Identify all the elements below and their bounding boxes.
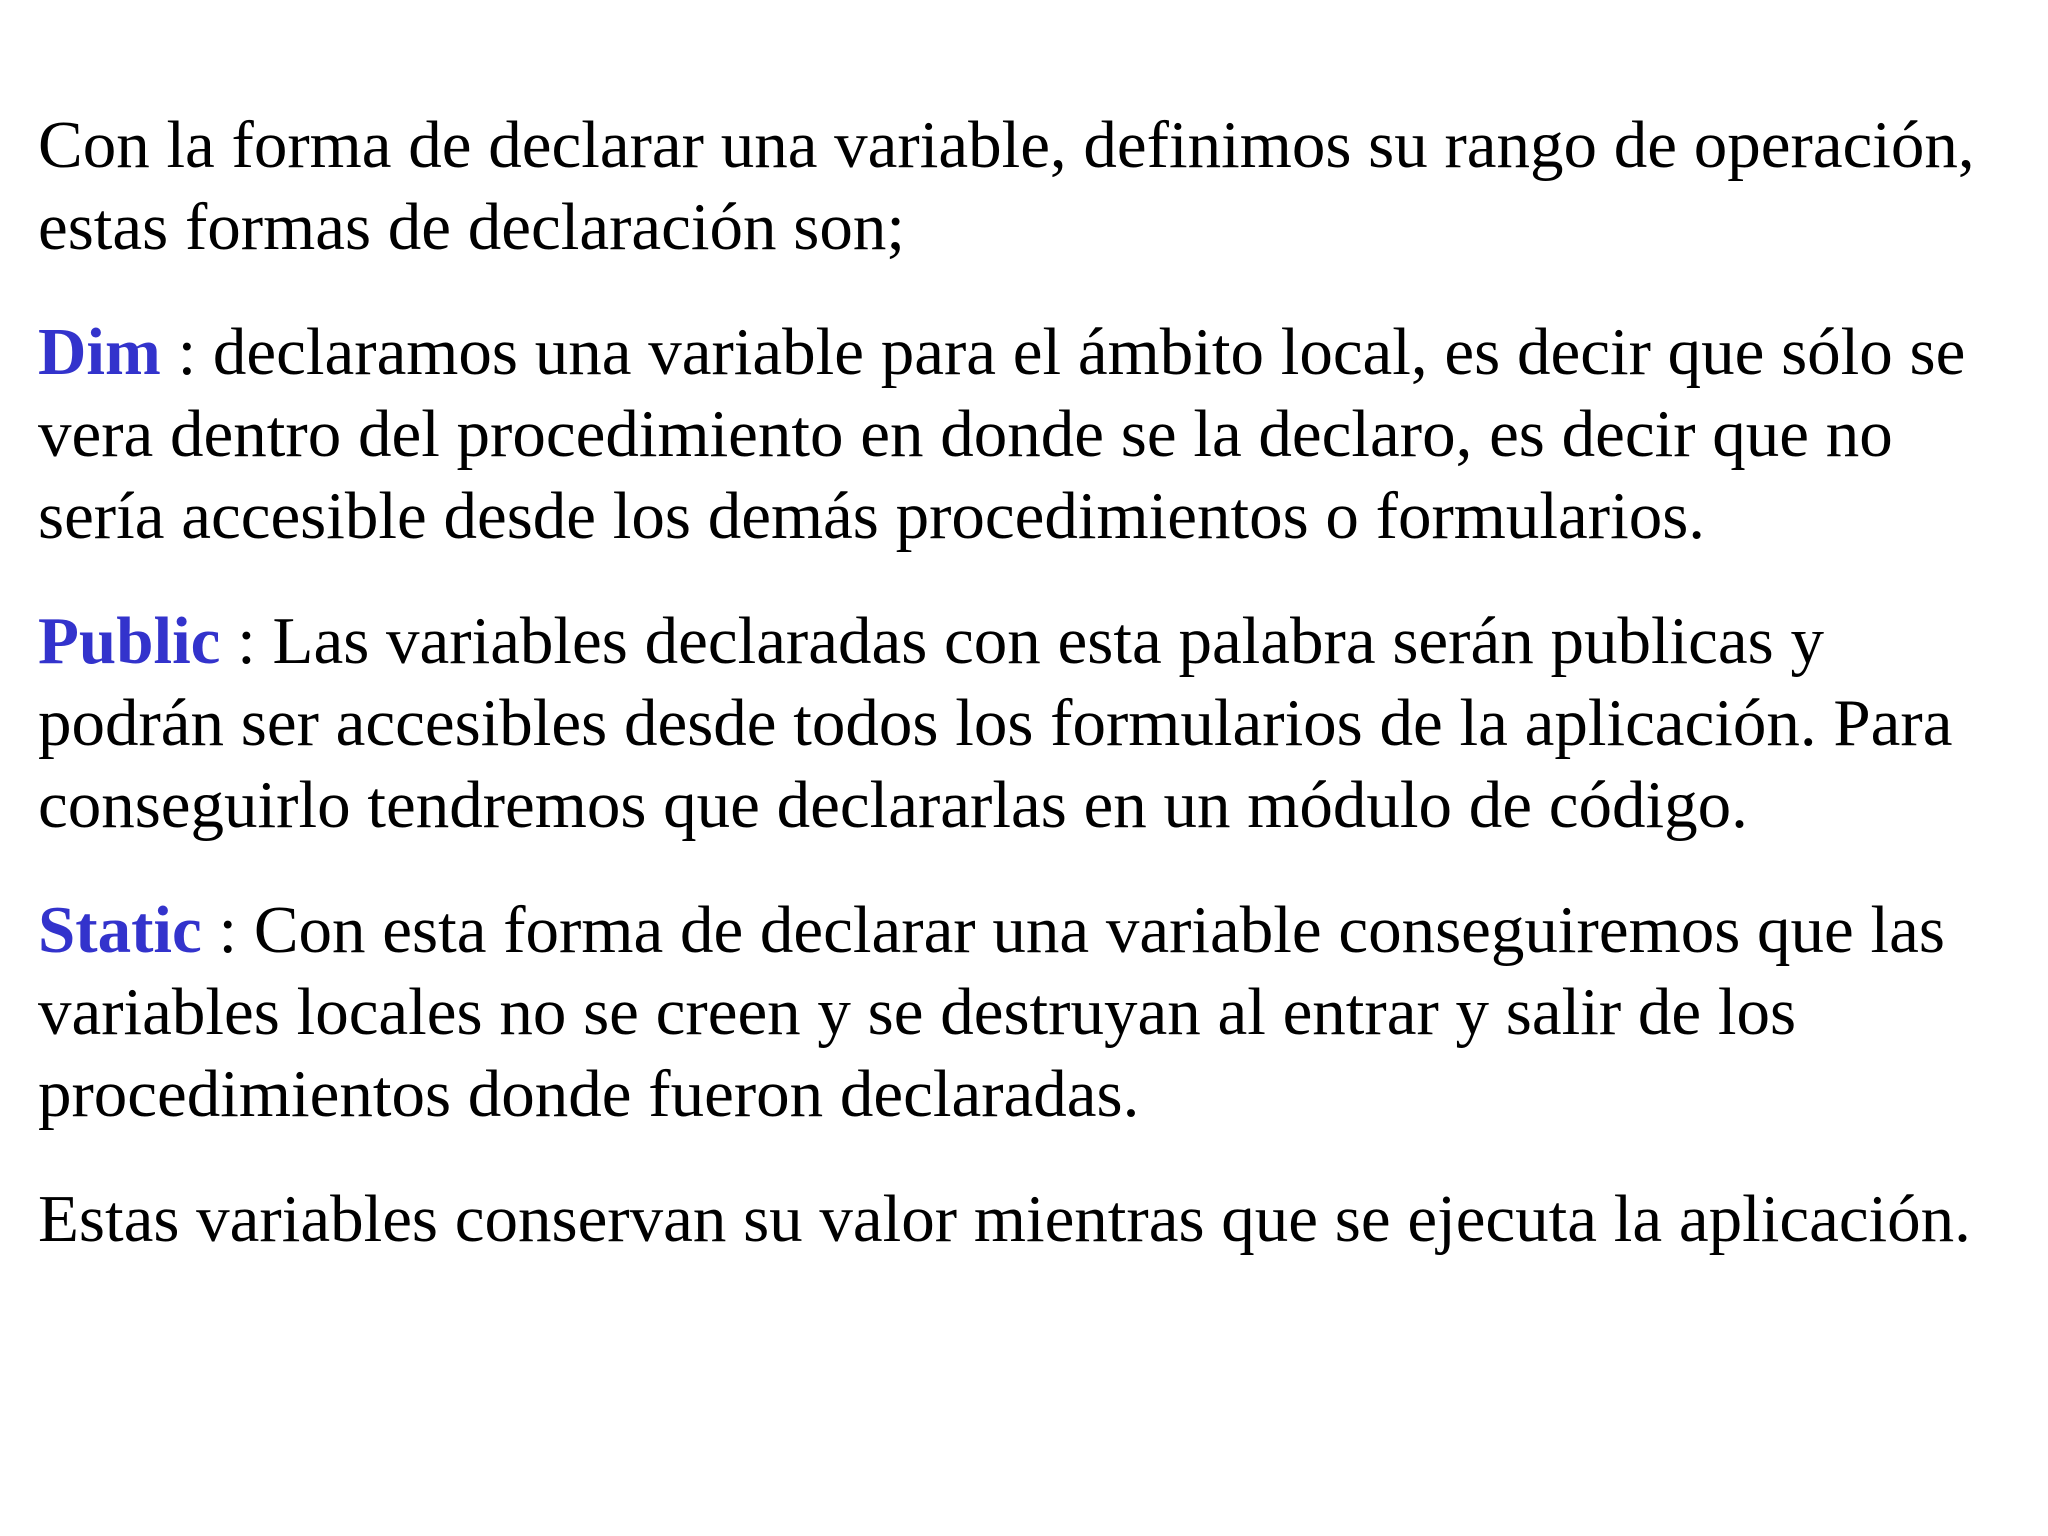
dim-keyword: Dim <box>38 315 161 389</box>
public-paragraph <box>38 600 2018 846</box>
closing-paragraph <box>38 1178 2018 1260</box>
static-keyword: Static <box>38 893 202 967</box>
public-keyword: Public <box>38 604 221 678</box>
intro-paragraph <box>38 104 2018 268</box>
dim-paragraph <box>38 311 2018 557</box>
static-description: : Con esta forma de declarar una variable conseguiremos que las variables locales no se creen y se destruyan al entrar y salir de los procedimientos donde fueron declaradas. <box>38 893 1945 1131</box>
slide-content <box>38 104 2018 1303</box>
closing-text: Estas variables conservan su valor mientras que se ejecuta la aplicación. <box>38 1182 1971 1256</box>
static-paragraph <box>38 889 2018 1135</box>
public-description: : Las variables declaradas con esta palabra serán publicas y podrán ser accesibles desde todos los formularios de la aplicación. Para conseguirlo tendremos que declararlas en un módulo de código. <box>38 604 1953 842</box>
dim-description: : declaramos una variable para el ámbito local, es decir que sólo se vera dentro del procedimiento en donde se la declaro, es decir que no sería accesible desde los demás procedimientos o formularios. <box>38 315 1966 553</box>
intro-text: Con la forma de declarar una variable, definimos su rango de operación, estas formas de declaración son; <box>38 108 1975 264</box>
